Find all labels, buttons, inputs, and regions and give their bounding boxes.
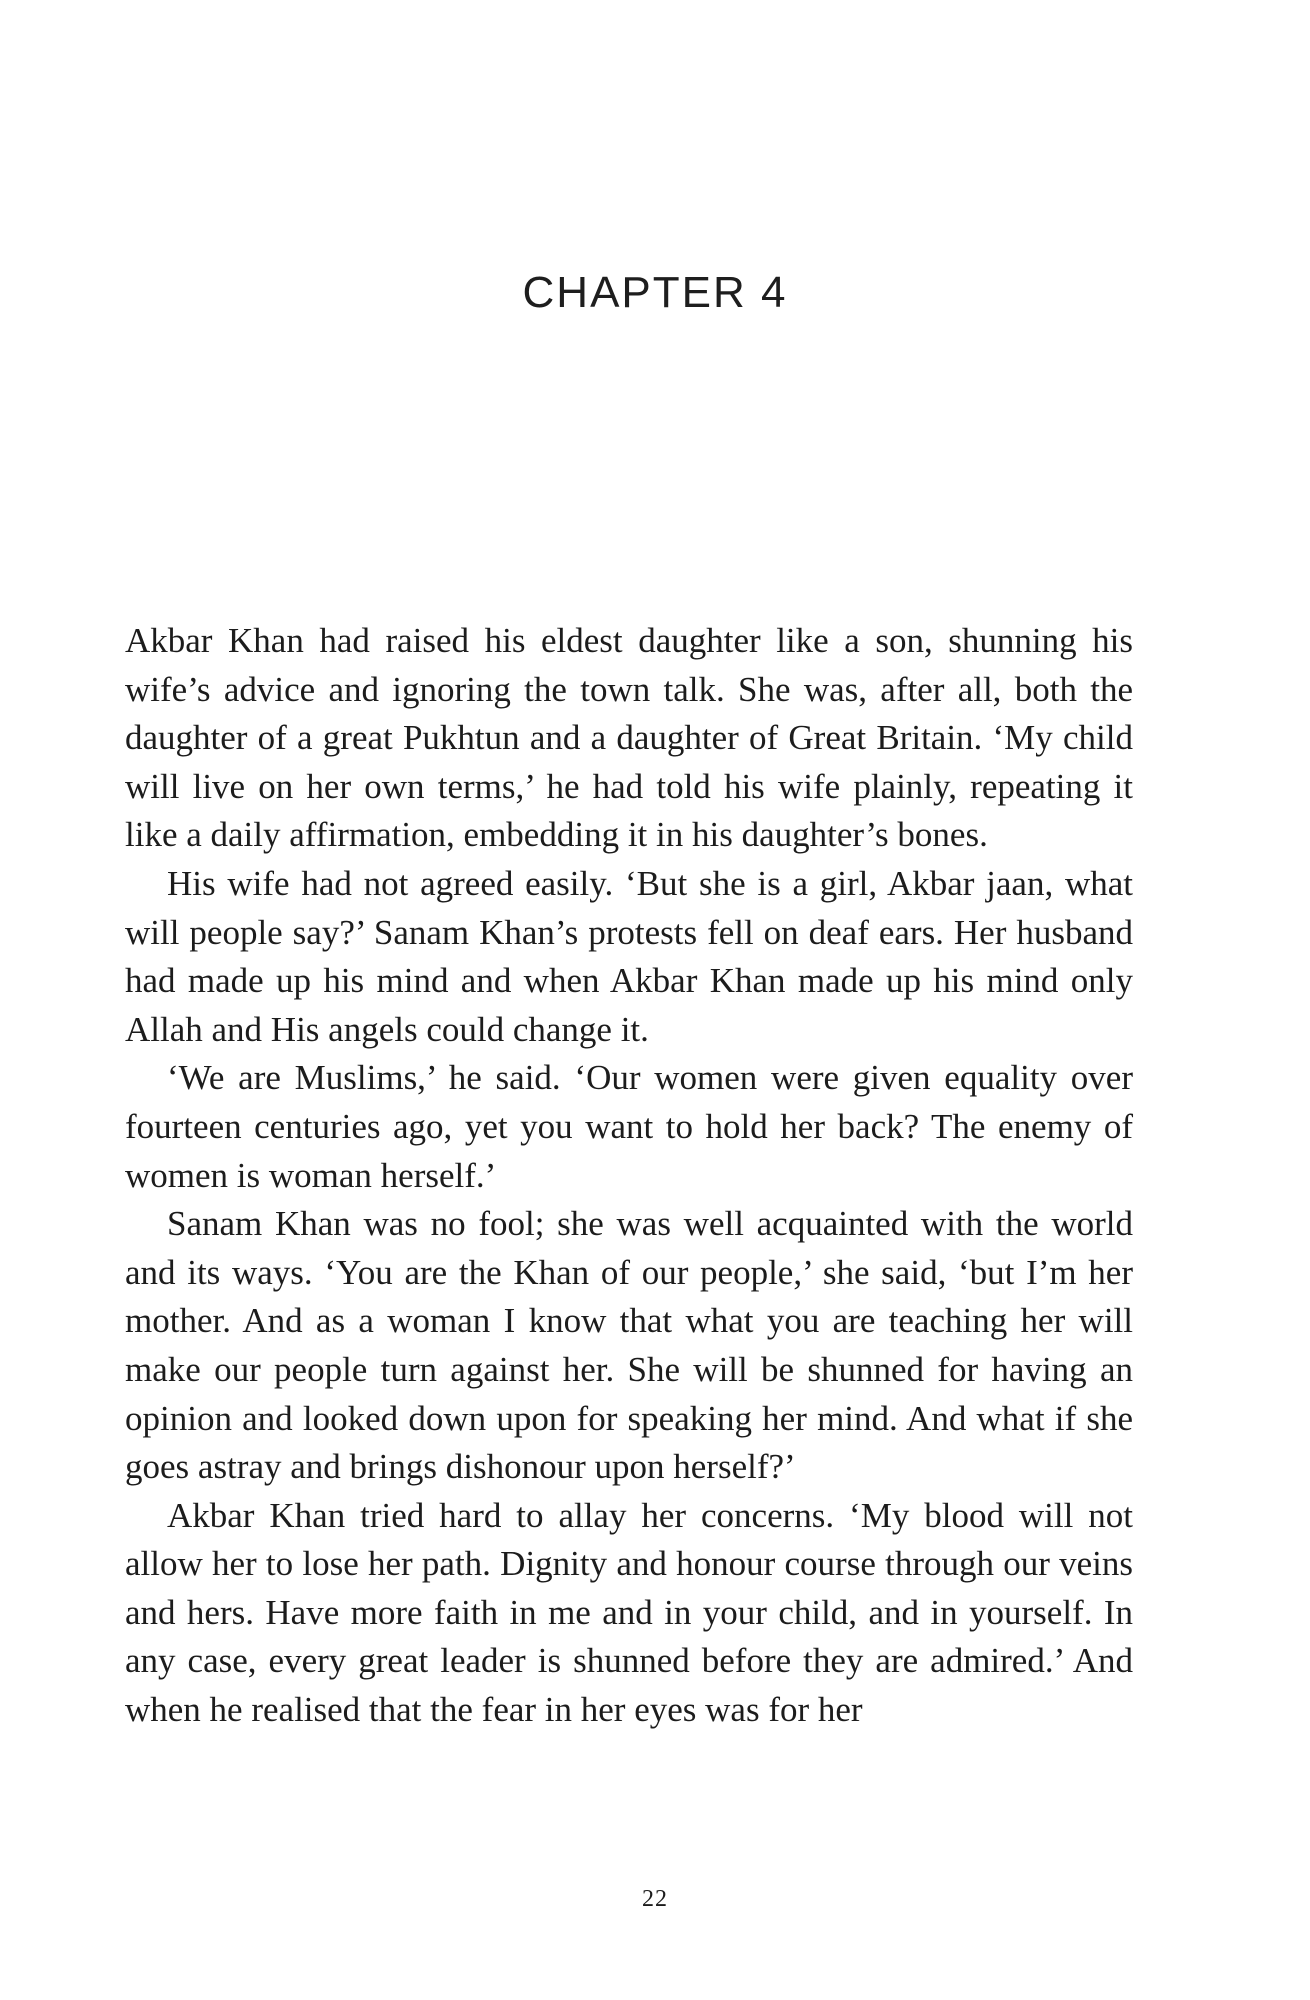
paragraph-2: His wife had not agreed easily. ‘But she is a girl, Akbar jaan, what will people say?’ Sanam Khan’s protests fell on deaf ears. Her husband had made up his mind and when Akbar Khan made up his mind only Allah and His angels could change it.	[125, 863, 1133, 1049]
paragraph-5: Akbar Khan tried hard to allay her concerns. ‘My blood will not allow her to lose her path. Dignity and honour course through our veins and hers. Have more faith in me and in your child, and in yourself. In any case, every great leader is shunned before they are admired.’ And when he realised that the fear in her eyes was for her	[125, 1495, 1133, 1730]
chapter-title: CHAPTER 4	[522, 268, 788, 317]
page-number: 22	[642, 1886, 668, 1912]
paragraph-4: Sanam Khan was no fool; she was well acquainted with the world and its ways. ‘You are the Khan of our people,’ she said, ‘but I’m her mother. And as a woman I know that what you are teaching her will make our people turn against her. She will be shunned for having an opinion and looked down upon for speaking her mind. And what if she goes astray and brings dishonour upon herself?’	[125, 1204, 1133, 1487]
paragraph-3: ‘We are Muslims,’ he said. ‘Our women were given equality over fourteen centuries ago, yet you want to hold her back? The enemy of women is woman herself.’	[125, 1058, 1133, 1195]
chapter-body	[125, 617, 1133, 1735]
paragraph-1: Akbar Khan had raised his eldest daughter like a son, shunning his wife’s advice and ignoring the town talk. She was, after all, both the daughter of a great Pukhtun and a daughter of Great Britain. ‘My child will live on her own terms,’ he had told his wife plainly, repeating it like a daily affirmation, embedding it in his daughter’s bones.	[125, 621, 1133, 855]
